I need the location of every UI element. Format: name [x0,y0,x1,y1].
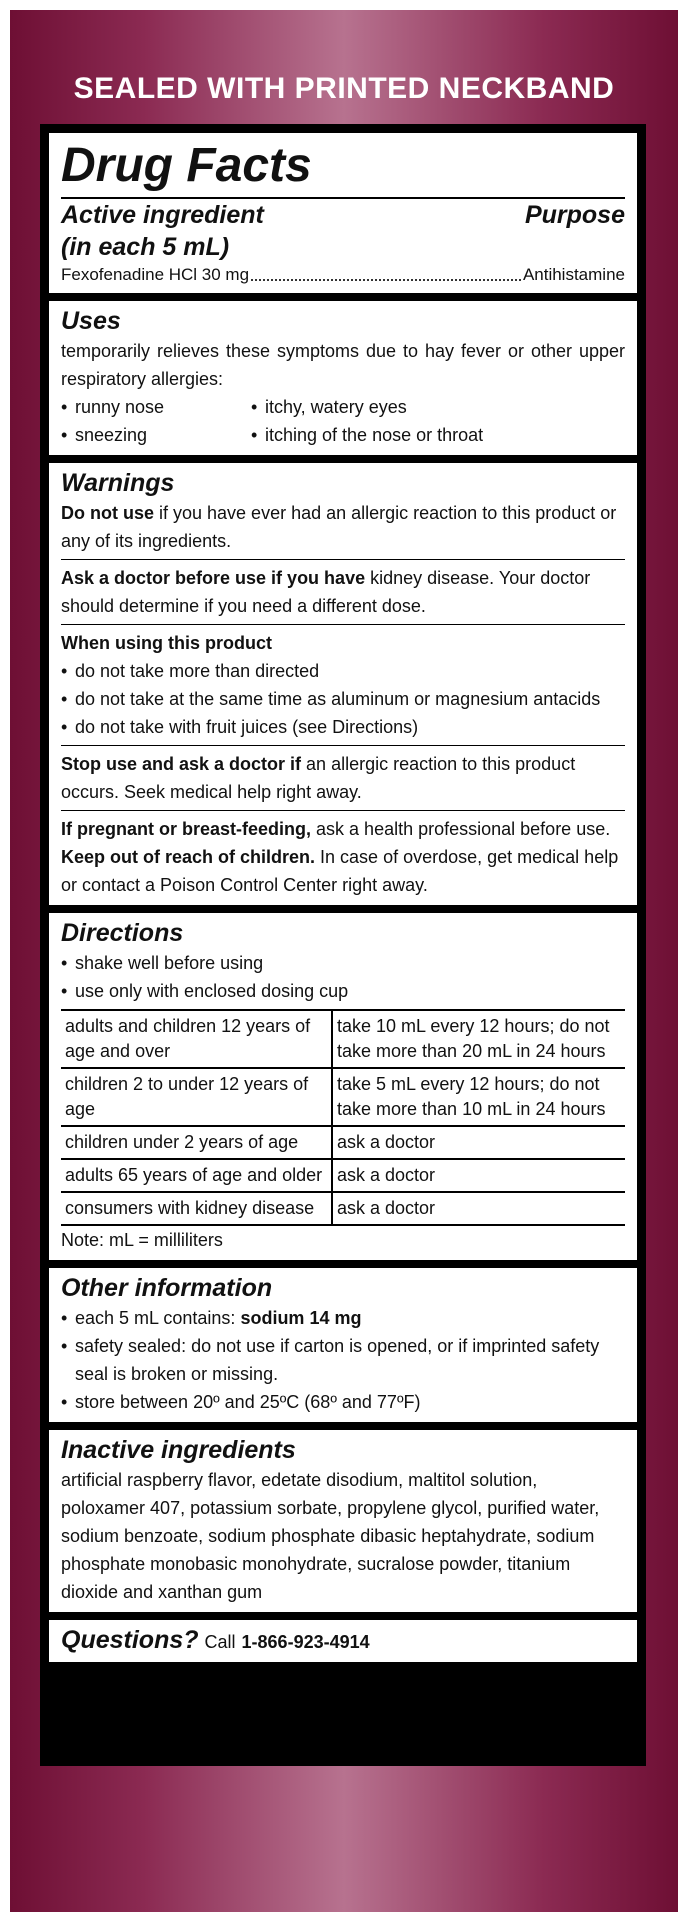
do-not-use-warning: Do not use if you have ever had an allergic reaction to this product or any of its ingredients. [61,503,617,551]
table-row [61,1159,625,1192]
dosage-instruction: take 10 mL every 12 hours; do not take more than 20 mL in 24 hours [332,1010,625,1068]
uses-intro: temporarily relieves these symptoms due to hay fever or other upper respiratory allergies: [61,341,625,389]
warnings-heading: Warnings [61,469,175,497]
directions-section [49,913,637,1260]
sodium-content-item: • each 5 mL contains: sodium 14 mg [61,1304,625,1332]
inactive-ingredients-section [49,1430,637,1612]
neckband-banner: SEALED WITH PRINTED NECKBAND [73,72,615,105]
table-row [61,1068,625,1126]
active-ingredient-section [49,133,637,293]
active-ingredient-purpose: Antihistamine [522,265,625,284]
inactive-ingredients-heading: Inactive ingredients [61,1436,296,1464]
drug-facts-title: Drug Facts [61,139,312,192]
when-using-item: • do not take with fruit juices (see Directions) [61,713,625,741]
dosage-instruction: ask a doctor [332,1159,625,1192]
directions-note: Note: mL = milliliters [61,1230,223,1250]
active-ingredient-name: Fexofenadine HCl 30 mg [61,265,250,284]
dosage-group: adults 65 years of age and older [61,1159,332,1192]
uses-section [49,301,637,455]
call-label: Call [204,1632,236,1652]
keep-out-warning: Keep out of reach of children. In case of overdose, get medical help or contact a Poison Control Center right away. [61,847,619,895]
phone-number: 1-866-923-4914 [241,1632,370,1652]
dosage-table [61,1009,625,1226]
ask-doctor-warning: Ask a doctor before use if you have kidney disease. Your doctor should determine if you need a different dose. [61,568,591,616]
warnings-section [49,463,637,905]
other-info-item: • safety sealed: do not use if carton is opened, or if imprinted safety seal is broken or missing. [61,1332,625,1388]
active-ingredient-heading: Active ingredient [61,201,264,229]
inactive-ingredients-list: artificial raspberry flavor, edetate disodium, maltitol solution, poloxamer 407, potassium sorbate, propylene glycol, purified water, sodium benzoate, sodium phosphate dibasic heptahydrate, sodium phosphate monobasic monohydrate, sucralose powder, titanium dioxide and xanthan gum [61,1470,600,1602]
active-ingredient-subheading: (in each 5 mL) [61,233,230,261]
questions-section [49,1620,637,1662]
dosage-group: children under 2 years of age [61,1126,332,1159]
dosage-instruction: take 5 mL every 12 hours; do not take more than 10 mL in 24 hours [332,1068,625,1126]
use-item: • sneezing [61,421,251,449]
use-item: • itchy, watery eyes [251,393,625,421]
drug-facts-panel [40,124,646,1766]
direction-item: • use only with enclosed dosing cup [61,977,625,1005]
dosage-instruction: ask a doctor [332,1192,625,1225]
table-row [61,1126,625,1159]
questions-heading: Questions? [61,1626,199,1654]
pregnant-warning: If pregnant or breast-feeding, ask a health professional before use. [61,819,611,839]
dosage-group: consumers with kidney disease [61,1192,332,1225]
dosage-instruction: ask a doctor [332,1126,625,1159]
purpose-heading: Purpose [524,201,625,229]
uses-heading: Uses [61,307,121,335]
when-using-item: • do not take more than directed [61,657,625,685]
carton-background [10,10,678,1912]
when-using-heading: When using this product [61,633,272,653]
when-using-item: • do not take at the same time as aluminum or magnesium antacids [61,685,625,713]
directions-heading: Directions [61,919,184,947]
dosage-group: adults and children 12 years of age and over [61,1010,332,1068]
stop-use-warning: Stop use and ask a doctor if an allergic reaction to this product occurs. Seek medical help right away. [61,754,576,802]
use-item: • runny nose [61,393,251,421]
table-row [61,1010,625,1068]
other-info-item: • store between 20º and 25ºC (68º and 77ºF) [61,1388,625,1416]
other-information-heading: Other information [61,1274,273,1302]
dosage-group: children 2 to under 12 years of age [61,1068,332,1126]
direction-item: • shake well before using [61,949,625,977]
use-item: • itching of the nose or throat [251,421,625,449]
other-information-section [49,1268,637,1422]
table-row [61,1192,625,1225]
